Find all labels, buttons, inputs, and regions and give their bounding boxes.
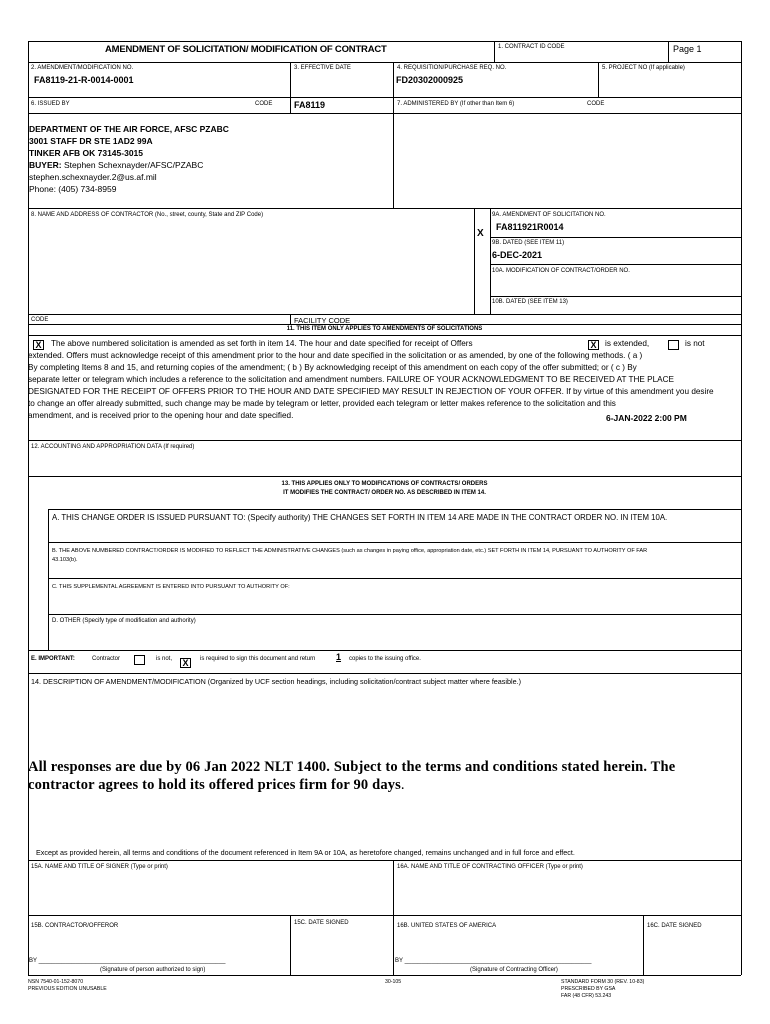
amendment-no-value: FA8119-21-R-0014-0001 xyxy=(34,75,134,85)
item11-line: separate letter or telegram which includes a reference to the solicitation and amendment numbers. FAILURE OF YOUR ACKNOWLEDGMENT TO BE RECEIVED AT THE PLACE xyxy=(28,375,675,384)
facility-code-label: FACILITY CODE xyxy=(294,316,351,325)
rule xyxy=(28,113,741,114)
offer-due-date: 6-JAN-2022 2:00 PM xyxy=(606,413,687,423)
accounting-data-label: 12. ACCOUNTING AND APPROPRIATION DATA (If required) xyxy=(31,444,195,450)
copies-tail: copies to the issuing office. xyxy=(349,656,421,662)
rule xyxy=(494,41,495,62)
administered-by-label: 7. ADMINISTERED BY (If other than Item 6) xyxy=(397,101,515,107)
rule xyxy=(28,476,741,477)
rule xyxy=(28,335,741,336)
nsn-text: NSN 7540-01-152-8070 xyxy=(28,979,84,985)
item11-line: amendment, and is received prior to the opening hour and date specified. xyxy=(28,411,294,420)
required-text: is required to sign this document and return xyxy=(200,656,316,662)
requisition-label: 4. REQUISITION/PURCHASE REQ. NO. xyxy=(397,65,507,71)
prescribed-by-text: PRESCRIBED BY GSA xyxy=(561,986,616,992)
rule xyxy=(741,41,742,975)
is-not-text: is not, xyxy=(156,656,173,662)
item11-header: 11. THIS ITEM ONLY APPLIES TO AMENDMENTS OF SOLICITATIONS xyxy=(286,326,483,332)
item13-line: IT MODIFIES THE CONTRACT/ ORDER NO. AS DESCRIBED IN ITEM 14. xyxy=(283,490,486,496)
buyer-email: stephen.schexnayder.2@us.af.mil xyxy=(29,172,157,183)
rule xyxy=(490,237,741,238)
effective-date-label: 3. EFFECTIVE DATE xyxy=(294,65,351,71)
item13-line: 13. THIS APPLIES ONLY TO MODIFICATIONS OF CONTRACTS/ ORDERS xyxy=(281,481,488,487)
except-statement: Except as provided herein, all terms and conditions of the document referenced in Item 9A or 10A, as heretofore changed, remains unchanged and in full force and effect. xyxy=(36,848,575,857)
date-signed-16c-label: 16C. DATE SIGNED xyxy=(647,923,702,929)
item11-line: By completing Items 8 and 15, and returning copies of the amendment; ( b ) By acknowledging receipt of this amendment on each copy of the offer submitted; or ( c ) By xyxy=(28,363,637,372)
item13-b: B. THE ABOVE NUMBERED CONTRACT/ORDER IS MODIFIED TO REFLECT THE ADMINISTRATIVE CHANGES (such as changes in paying office, appropriation date, etc.) SET FORTH IN ITEM 14, PURSUANT TO AUTHORITY OF FAR xyxy=(52,548,648,554)
is-not-checkbox[interactable] xyxy=(134,655,145,665)
important-label: E. IMPORTANT: xyxy=(31,656,75,662)
buyer-line xyxy=(29,159,229,171)
item11-line: DESIGNATED FOR THE RECEIPT OF OFFERS PRIOR TO THE HOUR AND DATE SPECIFIED MAY RESULT IN REJECTION OF YOUR OFFER. If by virtue of this amendment you desire xyxy=(28,387,714,396)
not-extended-checkbox[interactable] xyxy=(668,340,679,350)
contractor-mark: X xyxy=(477,228,484,239)
rule xyxy=(28,915,741,916)
rule xyxy=(393,113,394,208)
buyer-label: BUYER: xyxy=(29,160,62,171)
rule xyxy=(490,208,491,314)
rule xyxy=(48,614,741,615)
extended-checkbox[interactable]: X xyxy=(588,340,599,350)
officer-name-label: 16A. NAME AND TITLE OF CONTRACTING OFFICER (Type or print) xyxy=(397,864,583,870)
rule xyxy=(290,314,291,324)
is-required-checkbox[interactable]: X xyxy=(180,658,191,668)
dated-10b-label: 10B. DATED (SEE ITEM 13) xyxy=(492,299,568,305)
item13-c: C. THIS SUPPLEMENTAL AGREEMENT IS ENTERED INTO PURSUANT TO AUTHORITY OF: xyxy=(52,584,290,590)
item13-b-cont: 43.103(b). xyxy=(52,557,78,563)
rule xyxy=(393,860,394,975)
item13-header xyxy=(28,480,741,498)
rule xyxy=(28,314,741,315)
form-title: AMENDMENT OF SOLICITATION/ MODIFICATION OF CONTRACT xyxy=(105,44,387,55)
item11-line: to change an offer already submitted, such change may be made by telegram or letter, provided each telegram or letter makes reference to the solicitation and this xyxy=(28,399,616,408)
buyer-name: Stephen Schexnayder/AFSC/PZABC xyxy=(61,160,204,171)
issuer-line: 3001 STAFF DR STE 1AD2 99A xyxy=(29,136,153,147)
amendment-solicitation-value: FA811921R0014 xyxy=(496,222,564,232)
item11-line: extended. Offers must acknowledge receipt of this amendment prior to the hour and date specified in the solicitation or as amended, by one of the following methods. ( a ) xyxy=(28,351,643,360)
rule xyxy=(48,578,741,579)
project-no-label: 5. PROJECT NO (If applicable) xyxy=(602,65,685,71)
issued-code-label: CODE xyxy=(255,101,273,107)
amendment-no-label: 2. AMENDMENT/MODIFICATION NO. xyxy=(31,65,134,71)
issued-code-value: FA8119 xyxy=(294,100,326,110)
description-label: 14. DESCRIPTION OF AMENDMENT/MODIFICATION (Organized by UCF section headings, including solicitation/contract subject matter where feasible.) xyxy=(31,677,521,686)
contractor-text: Contractor xyxy=(92,656,121,662)
page-number: Page 1 xyxy=(673,44,702,54)
requisition-value: FD20302000925 xyxy=(396,75,464,85)
copies-count: 1 xyxy=(336,652,342,662)
description-period: . xyxy=(400,777,405,793)
is-extended-text: is extended, xyxy=(605,339,650,348)
rule xyxy=(28,97,741,98)
rule xyxy=(28,62,741,63)
administered-code-label: CODE xyxy=(587,101,605,107)
signer-name-label: 15A. NAME AND TITLE OF SIGNER (Type or print) xyxy=(31,864,168,870)
description-text: contractor agrees to hold its offered prices firm for 90 days xyxy=(28,777,401,793)
date-signed-15c-label: 15C. DATE SIGNED xyxy=(294,920,349,926)
rule xyxy=(48,509,49,650)
contractor-code-label: CODE xyxy=(31,317,49,323)
usa-label: 16B. UNITED STATES OF AMERICA xyxy=(397,923,497,929)
description-body-cont xyxy=(28,776,405,795)
rule xyxy=(393,62,394,113)
contractor-label: 8. NAME AND ADDRESS OF CONTRACTOR (No., street, county, State and ZIP Code) xyxy=(31,212,264,218)
contract-id-label: 1. CONTRACT ID CODE xyxy=(498,44,565,50)
rule xyxy=(643,915,644,975)
dated-9b-value: 6-DEC-2021 xyxy=(492,250,543,260)
contractor-signature-line[interactable]: BY ________________________________________________________ xyxy=(29,958,226,964)
rule xyxy=(48,542,741,543)
far-text: FAR (48 CFR) 53.243 xyxy=(561,993,612,999)
contractor-offeror-label: 15B. CONTRACTOR/OFFEROR xyxy=(31,923,119,929)
footer-right xyxy=(561,979,644,1000)
rule xyxy=(48,509,741,510)
rule xyxy=(290,915,291,975)
rule xyxy=(28,673,741,674)
rule xyxy=(28,860,741,861)
rule xyxy=(490,264,741,265)
rule xyxy=(290,62,291,113)
officer-signature-line[interactable]: BY ________________________________________________________ xyxy=(395,958,592,964)
issuer-line: DEPARTMENT OF THE AIR FORCE, AFSC PZABC xyxy=(29,124,229,134)
contractor-signature-caption: (Signature of person authorized to sign) xyxy=(100,967,206,973)
item11-line: The above numbered solicitation is amended as set forth in item 14. The hour and date specified for receipt of Offers xyxy=(51,339,473,348)
form-code: 30-105 xyxy=(385,979,402,985)
rule xyxy=(490,296,741,297)
issuer-line: TINKER AFB OK 73145-3015 xyxy=(29,148,144,159)
issued-by-label: 6. ISSUED BY xyxy=(31,101,70,107)
officer-signature-caption: (Signature of Contracting Officer) xyxy=(470,967,558,973)
offers-checkbox[interactable]: X xyxy=(33,340,44,350)
rule xyxy=(28,41,741,42)
description-body: All responses are due by 06 Jan 2022 NLT 1400. Subject to the terms and conditions stated herein. The xyxy=(28,759,676,775)
standard-form-text: STANDARD FORM 30 (REV. 10-83) xyxy=(561,979,645,985)
rule xyxy=(28,208,741,209)
item13-d: D. OTHER (Specify type of modification and authority) xyxy=(52,618,196,624)
dated-9b-label: 9B. DATED (SEE ITEM 11) xyxy=(492,240,565,246)
rule xyxy=(28,975,741,976)
buyer-phone: Phone: (405) 734-8959 xyxy=(29,184,117,195)
modification-no-label: 10A. MODIFICATION OF CONTRACT/ORDER NO. xyxy=(492,268,630,274)
item13-a: A. THIS CHANGE ORDER IS ISSUED PURSUANT TO: (Specify authority) THE CHANGES SET FORTH IN ITEM 14 ARE MADE IN THE CONTRACT ORDER NO. IN ITEM 10A. xyxy=(52,513,668,522)
rule xyxy=(28,650,741,651)
rule xyxy=(474,208,475,314)
footer-left xyxy=(28,979,107,993)
issuer-address xyxy=(29,123,229,196)
rule xyxy=(598,62,599,97)
rule xyxy=(668,41,669,62)
rule xyxy=(28,440,741,441)
amendment-solicitation-label: 9A. AMENDMENT OF SOLICITATION NO. xyxy=(492,212,606,218)
previous-edition-text: PREVIOUS EDITION UNUSABLE xyxy=(28,986,107,992)
rule xyxy=(28,324,741,325)
is-not-text: is not xyxy=(685,339,705,348)
